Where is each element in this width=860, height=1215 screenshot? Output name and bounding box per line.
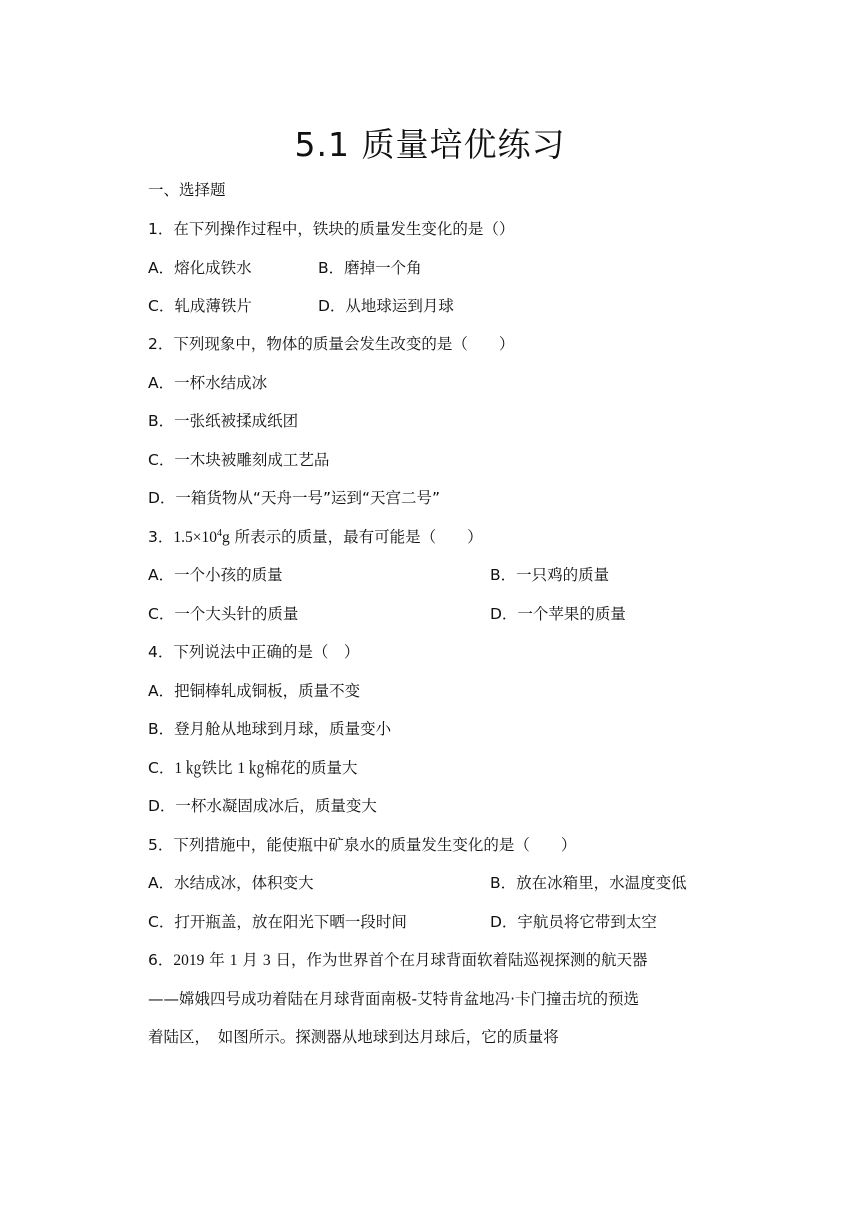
question-6-day: 3 <box>262 952 271 969</box>
question-6-stem-line-1 <box>148 949 648 971</box>
question-3-option-b: B．一只鸡的质量 <box>490 566 610 584</box>
question-5-option-d: D．宇航员将它带到太空 <box>490 913 657 931</box>
question-3-options-row-2 <box>148 603 626 625</box>
question-4-option-c <box>148 757 358 779</box>
question-4-option-d: D．一杯水凝固成冰后，质量变大 <box>148 797 377 815</box>
question-5-option-b: B．放在冰箱里，水温度变低 <box>490 874 687 892</box>
question-4-option-c-text-2: 棉花的质量大 <box>264 759 358 777</box>
question-5-option-a: A．水结成冰，体积变大 <box>148 874 314 892</box>
question-6-number: 6． <box>148 951 174 969</box>
question-5-options-row-2 <box>148 911 657 933</box>
question-1-options-row-1 <box>148 257 422 279</box>
question-5-stem: 5．下列措施中，能使瓶中矿泉水的质量发生变化的是（ ） <box>148 836 577 854</box>
page-title: 5.1 质量培优练习 <box>294 125 566 164</box>
question-4-option-b: B．登月舱从地球到月球，质量变小 <box>148 720 392 738</box>
question-3-number: 3． <box>148 528 174 546</box>
question-3-stem <box>148 526 483 548</box>
question-2-option-a: A．一杯水结成冰 <box>148 374 268 392</box>
question-6-text-1: 年 <box>204 951 230 969</box>
question-1-option-a: A．熔化成铁水 <box>148 259 252 277</box>
question-2-option-b: B．一张纸被揉成纸团 <box>148 412 299 430</box>
question-3-value: 1.5×10 <box>173 529 217 546</box>
question-5-option-c: C．打开瓶盖，放在阳光下晒一段时间 <box>148 913 407 931</box>
question-6-stem-line-2: ——嫦娥四号成功着陆在月球背面南极-艾特肯盆地冯·卡门撞击坑的预选 <box>148 990 640 1008</box>
question-3-stem-text: 所表示的质量，最有可能是（ ） <box>229 528 483 546</box>
question-1-option-d: D．从地球运到月球 <box>318 297 454 315</box>
question-4-option-c-quantity-1: 1 ㎏ <box>174 760 202 777</box>
question-2-stem: 2．下列现象中，物体的质量会发生改变的是（ ） <box>148 335 515 353</box>
question-3-option-a: A．一个小孩的质量 <box>148 566 283 584</box>
question-1-option-c: C．轧成薄铁片 <box>148 297 252 315</box>
question-3-option-c: C．一个大头针的质量 <box>148 605 299 623</box>
question-6-text-3: 日，作为世界首个在月球背面软着陆巡视探测的航天器 <box>270 951 648 969</box>
question-3-option-d: D．一个苹果的质量 <box>490 605 626 623</box>
question-4-option-a: A．把铜棒轧成铜板，质量不变 <box>148 682 361 700</box>
question-6-month: 1 <box>229 952 238 969</box>
question-2-option-c: C．一木块被雕刻成工艺品 <box>148 451 330 469</box>
question-3-options-row-1 <box>148 564 610 586</box>
question-4-option-c-text-1: 铁比 <box>201 759 238 777</box>
question-5-options-row-1 <box>148 872 687 894</box>
question-4-option-c-quantity-2: 1 ㎏ <box>237 760 265 777</box>
question-6-stem-line-3: 着陆区， 如图所示。探测器从地球到达月球后，它的质量将 <box>148 1028 559 1046</box>
question-6-text-2: 月 <box>237 951 263 969</box>
question-4-stem: 4．下列说法中正确的是（ ） <box>148 643 360 661</box>
question-3-exponent: 4 <box>217 527 222 539</box>
question-4-option-c-label: C． <box>148 759 175 777</box>
question-1-option-b: B．磨掉一个角 <box>318 259 422 277</box>
question-1-stem: 1．在下列操作过程中，铁块的质量发生变化的是（） <box>148 220 515 238</box>
question-6-year: 2019 <box>173 952 205 969</box>
question-1-options-row-2 <box>148 295 454 317</box>
question-3-unit: g <box>222 529 230 546</box>
section-heading: 一、选择题 <box>148 181 226 199</box>
question-2-option-d: D．一箱货物从“天舟一号”运到“天宫二号” <box>148 489 441 507</box>
